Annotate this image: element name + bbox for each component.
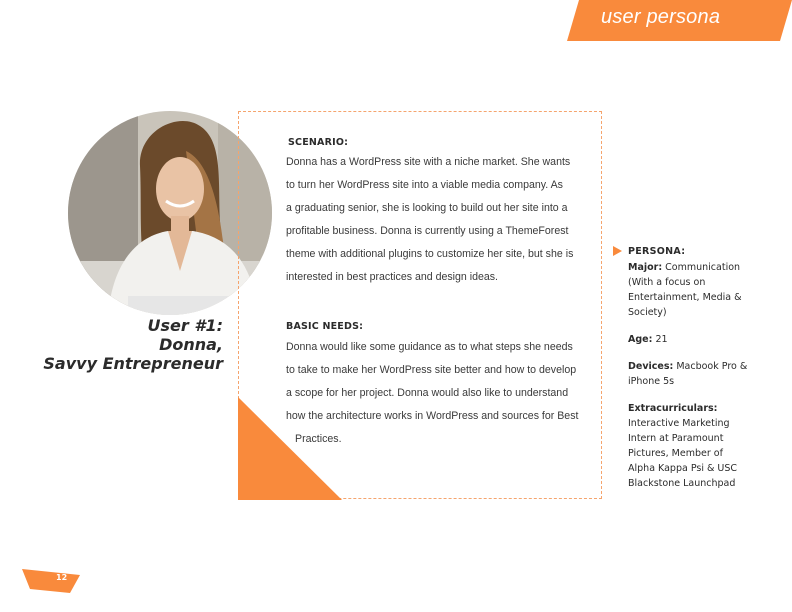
extracurricular-line: Intern at Paramount (628, 433, 724, 444)
page-number: 12 (56, 573, 68, 582)
scenario-line: Donna has a WordPress site with a niche market. She wants (286, 156, 571, 168)
age-label: Age: (628, 334, 653, 345)
major-value: Communication (665, 262, 741, 273)
extracurricular-line: Alpha Kappa Psi & USC (628, 463, 738, 474)
user-heading (3, 316, 223, 373)
user-role: Savvy Entrepreneur (43, 354, 223, 373)
devices-label: Devices: (628, 361, 674, 372)
page-badge (22, 567, 82, 595)
persona-extracurriculars (628, 401, 758, 491)
scenario-label: SCENARIO: (288, 137, 349, 148)
major-detail: Entertainment, Media & (628, 292, 742, 303)
user-number: User #1: (147, 316, 223, 335)
persona-devices (628, 359, 758, 389)
needs-line: how the architecture works in WordPress and sources for Best (286, 410, 579, 422)
persona-age (628, 332, 758, 347)
scenario-line: a graduating senior, she is looking to build out her site into a (286, 202, 568, 214)
scenario-line: to turn her WordPress site into a viable media company. As (286, 179, 563, 191)
needs-text (286, 336, 578, 451)
scenario-line: profitable business. Donna is currently using a ThemeForest (286, 225, 569, 237)
extracurricular-line: Blackstone Launchpad (628, 478, 736, 489)
major-detail: Society) (628, 307, 667, 318)
scenario-text (286, 151, 573, 289)
age-value: 21 (655, 334, 668, 345)
extracurricular-line: Interactive Marketing (628, 418, 730, 429)
persona-details (628, 244, 758, 503)
needs-line: Practices. (295, 433, 342, 445)
major-label: Major: (628, 262, 663, 273)
extracurricular-line: Pictures, Member of (628, 448, 723, 459)
devices-value: Macbook Pro & (676, 361, 748, 372)
scenario-line: interested in best practices and design ideas. (286, 271, 499, 283)
major-detail: (With a focus on (628, 277, 706, 288)
user-name: Donna, (159, 335, 223, 354)
play-arrow-icon (613, 246, 622, 256)
persona-major (628, 260, 758, 320)
header-banner (567, 0, 792, 42)
needs-line: to take to make her WordPress site better and how to develop (286, 364, 577, 376)
needs-line: a scope for her project. Donna would also like to understand (286, 387, 569, 399)
needs-line: Donna would like some guidance as to what steps she needs (286, 341, 573, 353)
scenario-line: theme with additional plugins to customize her site, but she is (286, 248, 574, 260)
devices-value-2: iPhone 5s (628, 376, 675, 387)
needs-label: BASIC NEEDS: (286, 321, 364, 332)
page-title: user persona (601, 6, 721, 28)
extracurriculars-label: Extracurriculars: (628, 403, 718, 414)
persona-heading: PERSONA: (628, 246, 686, 257)
